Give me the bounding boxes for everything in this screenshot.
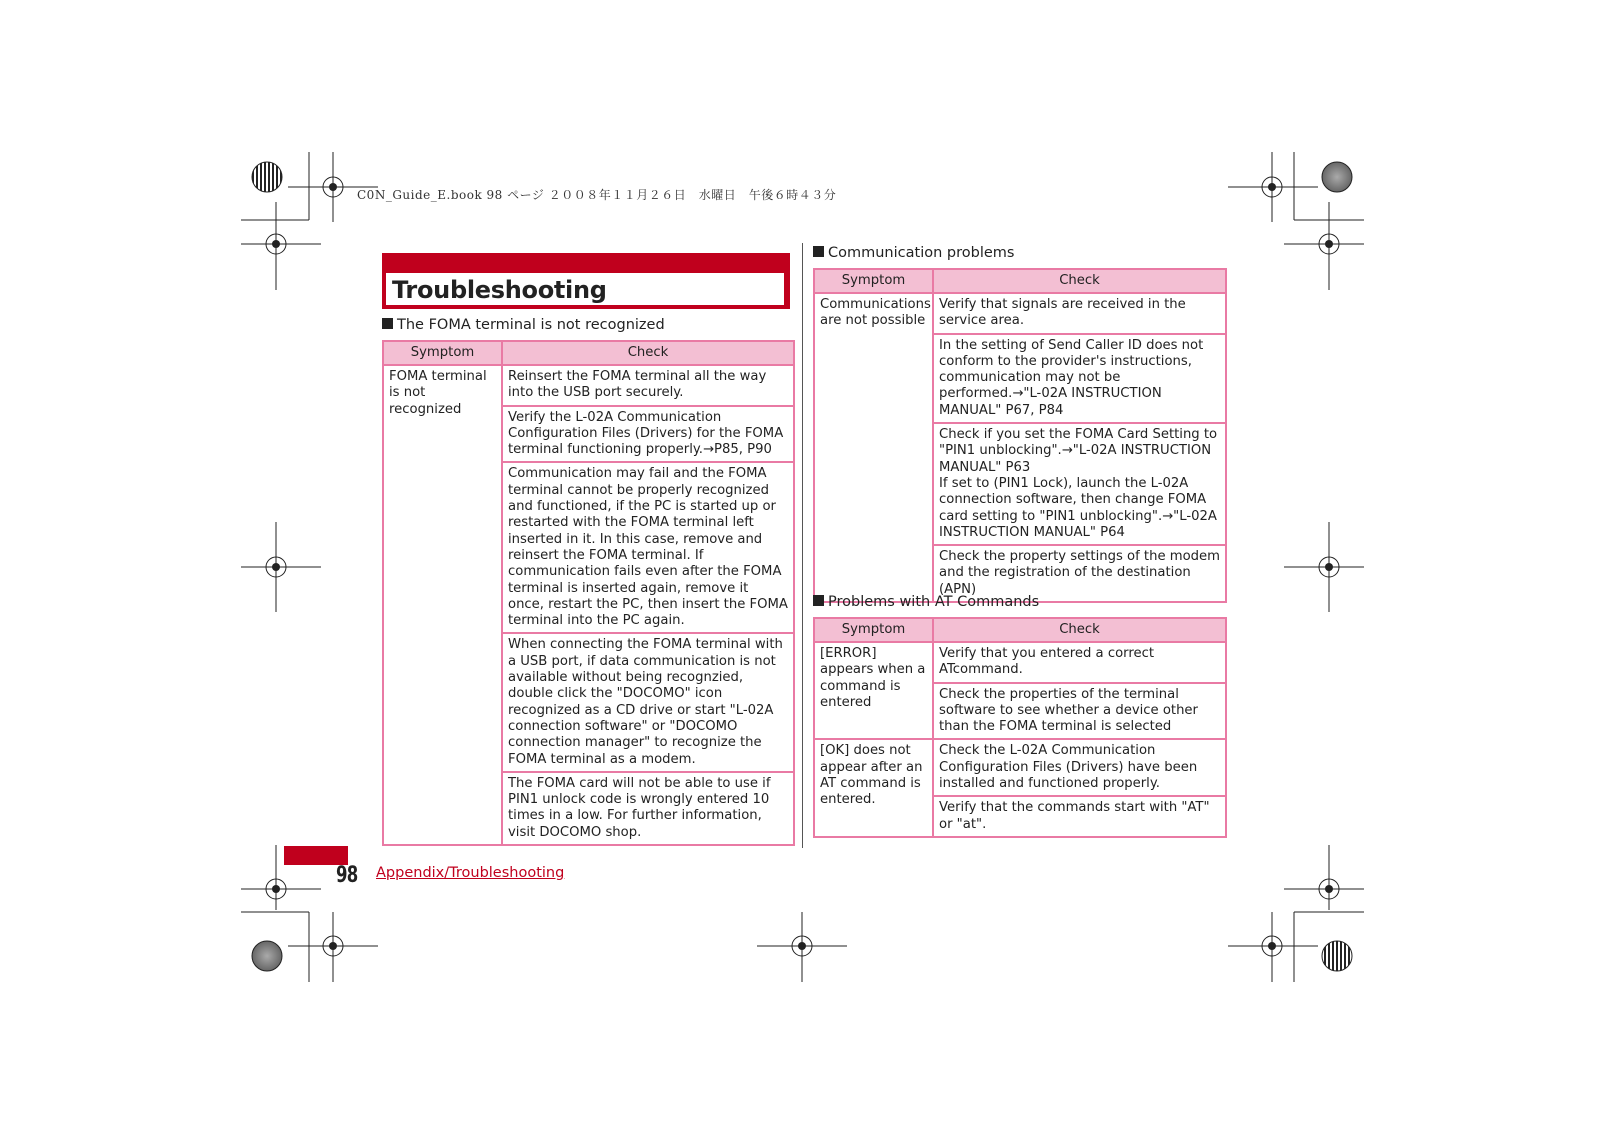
breadcrumb-link[interactable]: Appendix/Troubleshooting <box>376 865 565 881</box>
table-header-row <box>814 269 1226 293</box>
table-at <box>813 617 1227 838</box>
check-cell: Check the L-02A Communication Configuration Files (Drivers) have been installed and functioned properly. <box>933 739 1226 796</box>
section-heading-text: Communication problems <box>828 245 1015 261</box>
column-divider <box>802 243 803 848</box>
header-check: Check <box>933 269 1226 293</box>
header-check: Check <box>502 341 794 365</box>
page-number: 98 <box>336 863 358 888</box>
square-bullet-icon <box>813 246 824 257</box>
table-foma <box>382 340 795 846</box>
check-cell: Check if you set the FOMA Card Setting to "PIN1 unblocking".→"L-02A INSTRUCTION MANUAL" P63 If set to (PIN1 Lock), launch the L-02A connection software, then change FOMA card setting to "PIN1 unblocking".→"L-02A INSTRUCTION MANUAL" P64 <box>933 423 1226 545</box>
check-cell: Check the properties of the terminal software to see whether a device other than the FOMA terminal is selected <box>933 683 1226 740</box>
header-symptom: Symptom <box>814 269 933 293</box>
check-cell: Verify that you entered a correct ATcommand. <box>933 642 1226 683</box>
check-cell: Verify that the commands start with "AT" or "at". <box>933 796 1226 837</box>
table-row <box>814 293 1226 334</box>
check-cell: Check the property settings of the modem and the registration of the destination (APN) <box>933 545 1226 602</box>
symptom-cell: Communications are not possible <box>814 293 933 602</box>
check-cell: Verify the L-02A Communication Configuration Files (Drivers) for the FOMA terminal functioning properly.→P85, P90 <box>502 406 794 463</box>
square-bullet-icon <box>382 318 393 329</box>
section-heading-text: The FOMA terminal is not recognized <box>397 317 665 333</box>
check-cell: Communication may fail and the FOMA terminal cannot be properly recognized and functioned, if the PC is started up or restarted with the FOMA terminal left inserted in it. In this case, remove and reinsert the FOMA terminal. If communication fails even after the FOMA terminal is inserted again, remove it once, restart the PC, then insert the FOMA terminal into the PC again. <box>502 462 794 633</box>
section-heading-text: Problems with AT Commands <box>828 594 1040 610</box>
header-check: Check <box>933 618 1226 642</box>
page-title: Troubleshooting <box>392 276 607 304</box>
section-heading-foma <box>382 317 665 333</box>
check-cell: The FOMA card will not be able to use if PIN1 unlock code is wrongly entered 10 times in a low. For further information, visit DOCOMO shop. <box>502 772 794 845</box>
check-cell: When connecting the FOMA terminal with a USB port, if data communication is not available without being recognzied, double click the "DOCOMO" icon recognized as a CD drive or start "L-02A connection software" or "DOCOMO connection manager" to recognize the FOMA terminal as a modem. <box>502 633 794 771</box>
check-cell: Reinsert the FOMA terminal all the way into the USB port securely. <box>502 365 794 406</box>
table-header-row <box>383 341 794 365</box>
check-cell: In the setting of Send Caller ID does not conform to the provider's instructions, communication may not be performed.→"L-02A INSTRUCTION MANUAL" P67, P84 <box>933 334 1226 423</box>
section-heading-comm <box>813 245 1014 261</box>
square-bullet-icon <box>813 595 824 606</box>
header-symptom: Symptom <box>383 341 502 365</box>
section-heading-at <box>813 594 1039 610</box>
table-row <box>814 739 1226 796</box>
symptom-cell: [OK] does not appear after an AT command is entered. <box>814 739 933 836</box>
header-symptom: Symptom <box>814 618 933 642</box>
table-comm <box>813 268 1227 603</box>
table-row <box>383 365 794 406</box>
table-row <box>814 642 1226 683</box>
symptom-cell: FOMA terminal is not recognized <box>383 365 502 845</box>
file-header: C0N_Guide_E.book 98 ページ ２００８年１１月２６日 水曜日 午後６時４３分 <box>357 188 837 202</box>
check-cell: Verify that signals are received in the service area. <box>933 293 1226 334</box>
symptom-cell: [ERROR] appears when a command is entered <box>814 642 933 739</box>
table-header-row <box>814 618 1226 642</box>
